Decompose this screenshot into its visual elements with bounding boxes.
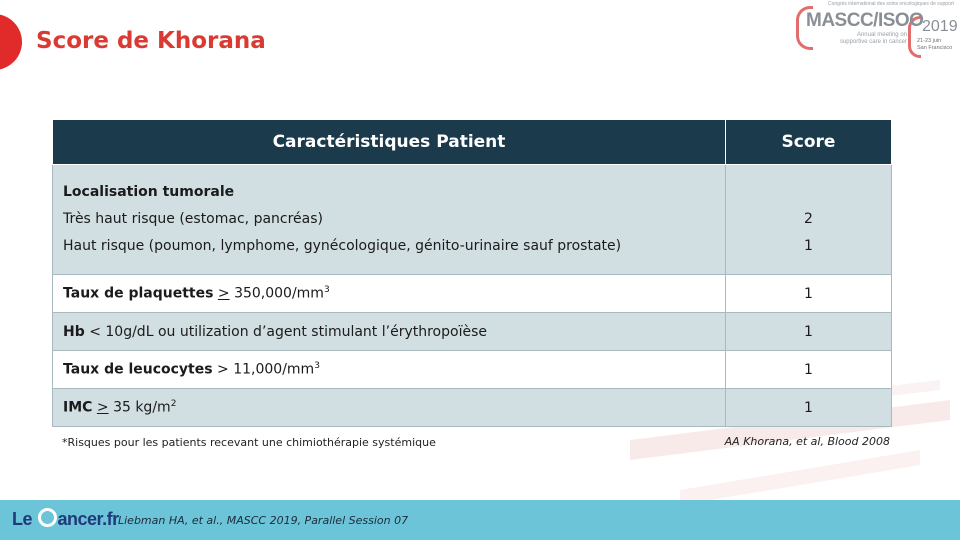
leukocytes-exponent: 3 [314,361,320,372]
leukocytes-cell [53,351,726,389]
conference-tagline: Congrès international des soins oncologiques de support [828,1,954,7]
conference-dates: 21-23 juin [917,38,942,44]
bmi-operator: > [96,399,109,416]
location-cell [53,165,726,275]
khorana-score-table [52,119,892,427]
leukocytes-text: > 11,000/mm [217,361,315,378]
logo-left: Le [12,509,33,529]
header-score: Score [726,120,892,165]
reference: AA Khorana, et al, Blood 2008 [724,435,890,448]
platelets-exponent: 3 [323,285,330,296]
location-high-score: 1 [804,238,813,254]
bmi-value: 35 kg/m [113,399,171,416]
conference-subtitle-line1: Annual meeting on [856,32,907,38]
footnote: *Risques pour les patients recevant une chimiothérapie systémique [62,436,436,449]
location-high: Haut risque (poumon, lymphome, gynécologique, génito-urinaire sauf prostate) [63,238,622,254]
table-row-leukocytes [53,351,892,389]
bmi-score: 1 [726,389,892,427]
platelets-score: 1 [726,275,892,313]
platelets-label: Taux de plaquettes [63,285,214,302]
conference-date-place [917,38,952,52]
platelets-cell [53,275,726,313]
table-row-platelets [53,275,892,313]
bmi-cell [53,389,726,427]
hb-score: 1 [726,313,892,351]
footer-citation: Liebman HA, et al., MASCC 2019, Parallel Session 07 [118,514,409,527]
leukocytes-label: Taux de leucocytes [63,361,213,378]
hb-cell [53,313,726,351]
table-header-row [53,120,892,165]
conference-subtitle-line2: supportive care in cancer [839,39,907,45]
hb-text: < 10g/dL ou utilization d’agent stimulant l’érythropoïèse [89,323,487,340]
hb-label: Hb [63,323,85,340]
platelets-value: 350,000/mm [234,285,324,302]
location-label: Localisation tumorale [63,184,235,200]
table-row-bmi [53,389,892,427]
table-row-hb [53,313,892,351]
logo-ring-icon [38,508,57,527]
bmi-label: IMC [63,399,93,416]
conference-subtitle [817,32,907,46]
bmi-exponent: 2 [170,399,177,410]
location-score-cell [726,165,892,275]
logo-right: ancer.fr [57,509,119,529]
leukocytes-score: 1 [726,351,892,389]
slide-title: Score de Khorana [36,28,266,54]
red-corner-decoration [0,14,22,70]
lecancer-logo [12,508,119,530]
platelets-operator: > [217,285,230,302]
conference-name: MASCC/ISOO [806,10,924,31]
conference-city: San Francisco [917,45,953,51]
table-row-location [53,165,892,275]
location-very-high: Très haut risque (estomac, pancréas) [63,211,323,227]
location-very-high-score: 2 [804,211,813,227]
header-characteristics: Caractéristiques Patient [53,120,726,165]
conference-year: 2019 [922,18,958,35]
